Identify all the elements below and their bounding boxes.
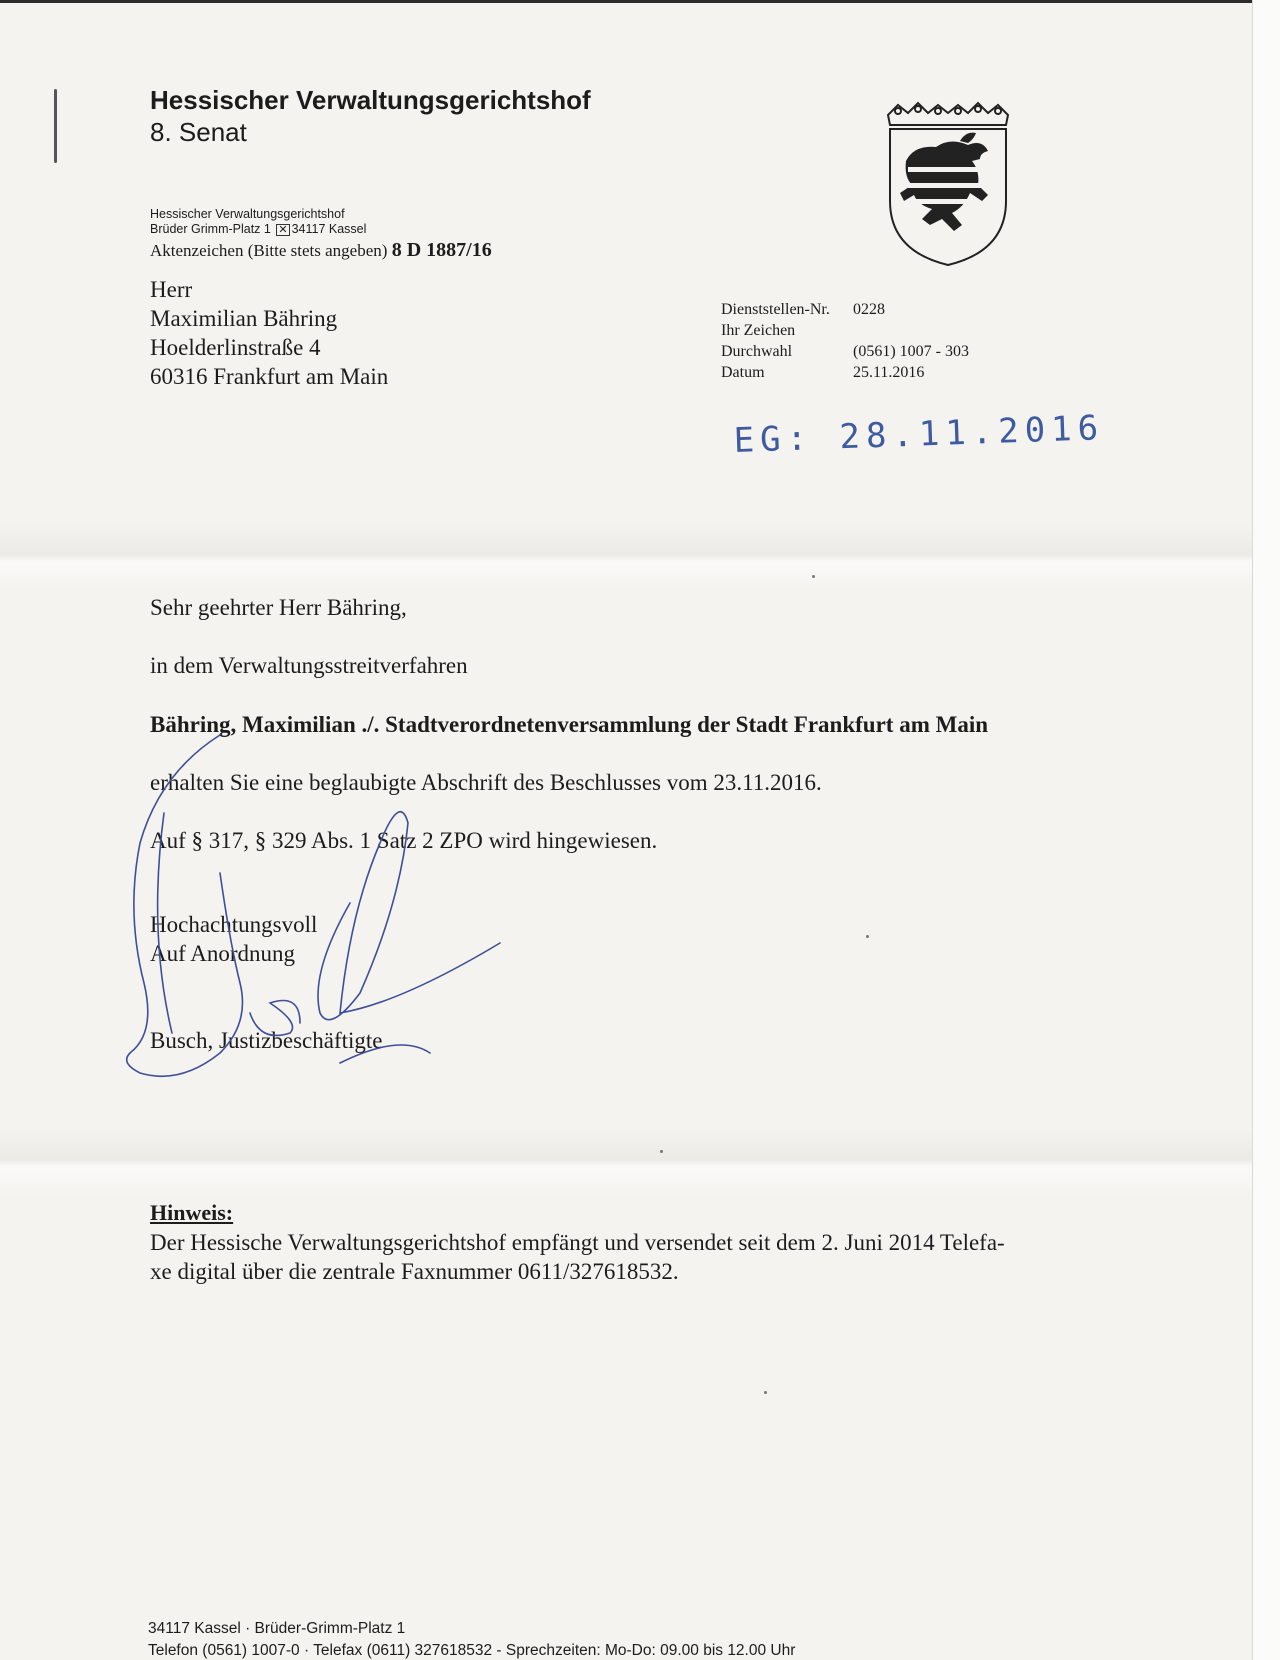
recipient-city: 60316 Frankfurt am Main bbox=[150, 364, 389, 389]
recipient-salutation: Herr bbox=[150, 277, 193, 302]
page-margin bbox=[1252, 0, 1280, 1660]
return-city: 34117 Kassel bbox=[291, 222, 367, 236]
reference-number: 8 D 1887/16 bbox=[391, 239, 492, 261]
paper-fold bbox=[0, 1128, 1252, 1198]
date-value: 25.11.2016 bbox=[853, 364, 925, 381]
notice-heading: Hinweis: bbox=[150, 1200, 234, 1225]
case-title: Bähring, Maximilian ./. Stadtverordnetenversammlung der Stadt Frankfurt am Main bbox=[150, 712, 989, 737]
salutation: Sehr geehrter Herr Bähring, bbox=[150, 595, 407, 620]
signatory-name: Busch, Justizbeschäftigte bbox=[150, 1028, 383, 1053]
postbox-icon: ✕ bbox=[278, 224, 288, 236]
return-address-line: Hessischer Verwaltungsgerichtshof bbox=[150, 207, 345, 221]
extension-value: (0561) 1007 - 303 bbox=[853, 343, 969, 360]
return-address-line bbox=[150, 222, 366, 236]
handwritten-signature bbox=[100, 733, 560, 1093]
court-name: Hessischer Verwaltungsgerichtshof bbox=[150, 85, 591, 115]
closing-line: Auf Anordnung bbox=[150, 941, 296, 966]
paper-speck bbox=[866, 935, 869, 938]
notice-text-line: Der Hessische Verwaltungsgerichtshof empfängt und versendet seit dem 2. Juni 2014 Telefa- bbox=[150, 1230, 1005, 1255]
closing-line: Hochachtungsvoll bbox=[150, 912, 318, 937]
paragraph-copy-notice: erhalten Sie eine beglaubigte Abschrift des Beschlusses vom 23.11.2016. bbox=[150, 770, 822, 795]
paper-fold bbox=[0, 523, 1252, 593]
senate-name: 8. Senat bbox=[150, 117, 247, 147]
office-no-label: Dienststellen-Nr. bbox=[721, 301, 830, 318]
footer-contact: Telefon (0561) 1007-0 · Telefax (0611) 327618532 - Sprechzeiten: Mo-Do: 09.00 bis 12.00 Uhr bbox=[148, 1642, 796, 1659]
paper-speck bbox=[812, 575, 815, 578]
reference-line bbox=[150, 239, 492, 262]
return-street: Brüder Grimm-Platz 1 bbox=[150, 222, 271, 236]
notice-text-line: xe digital über die zentrale Faxnummer 0611/327618532. bbox=[150, 1259, 679, 1284]
date-label: Datum bbox=[721, 364, 765, 381]
recipient-street: Hoelderlinstraße 4 bbox=[150, 335, 321, 360]
office-no-value: 0228 bbox=[853, 301, 885, 318]
footer-address: 34117 Kassel · Brüder-Grimm-Platz 1 bbox=[148, 1620, 406, 1637]
paragraph-legal-reference: Auf § 317, § 329 Abs. 1 Satz 2 ZPO wird hingewiesen. bbox=[150, 828, 658, 853]
extension-label: Durchwahl bbox=[721, 343, 793, 360]
hessian-lion-coat-of-arms-icon bbox=[884, 101, 1012, 267]
received-stamp: EG: 28.11.2016 bbox=[733, 408, 1105, 461]
staple-mark bbox=[54, 89, 57, 163]
recipient-name: Maximilian Bähring bbox=[150, 306, 338, 331]
your-ref-label: Ihr Zeichen bbox=[721, 322, 796, 339]
reference-label: Aktenzeichen (Bitte stets angeben) bbox=[150, 241, 388, 260]
intro-text: in dem Verwaltungsstreitverfahren bbox=[150, 653, 468, 678]
paper-speck bbox=[764, 1391, 767, 1394]
paper-speck bbox=[660, 1150, 663, 1153]
